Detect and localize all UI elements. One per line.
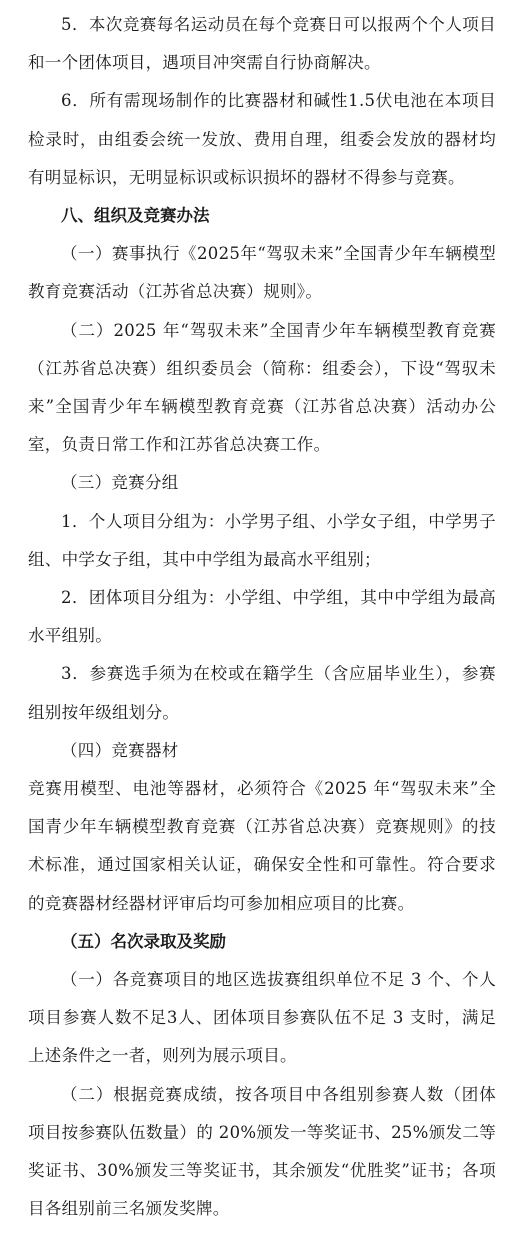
rule-6-paragraph: 6．所有需现场制作的比赛器材和碱性1.5伏电池在本项目检录时，由组委会统一发放、费用自理，组委会发放的器材均有明显标识，无明显标识或标识损坏的器材不得参与竞赛。 <box>28 91 496 187</box>
groups-item-2: 2．团体项目分组为：小学组、中学组，其中中学组为最高水平组别。 <box>28 588 496 646</box>
ranking-awards-heading: （五）名次录取及奖励 <box>61 931 226 951</box>
competition-groups-title: （三）竞赛分组 <box>61 473 179 493</box>
section-8-item-1: （一）赛事执行《2025年“驾驭未来”全国青少年车辆模型教育竞赛活动（江苏省总决赛）规则》。 <box>28 244 496 302</box>
groups-item-3: 3．参赛选手须为在校或在籍学生（含应届毕业生），参赛组别按年级组划分。 <box>28 664 496 722</box>
rule-5-paragraph: 5．本次竞赛每名运动员在每个竞赛日可以报两个个人项目和一个团体项目，遇项目冲突需自行协商解决。 <box>28 15 496 73</box>
awards-item-2: （二）根据竞赛成绩，按各项目中各组别参赛人数（团体项目按参赛队伍数量）的 20%颁发一等奖证书、25%颁发二等奖证书、30%颁发三等奖证书，其余颁发“优胜奖”证书；各项目各组别前三名颁发奖牌。 <box>28 1084 496 1219</box>
groups-item-1: 1．个人项目分组为：小学男子组、小学女子组，中学男子组、中学女子组，其中中学组为最高水平组别； <box>28 511 496 569</box>
equipment-paragraph: 竞赛用模型、电池等器材，必须符合《2025 年“驾驭未来”全国青少年车辆模型教育竞赛（江苏省总决赛）竞赛规则》的技术标准，通过国家相关认证，确保安全性和可靠性。符合要求的竞赛器材经器材评审后均可参加相应项目的比赛。 <box>28 779 496 913</box>
equipment-title: （四）竞赛器材 <box>61 740 179 760</box>
awards-item-1: （一）各竞赛项目的地区选拔赛组织单位不足 3 个、个人项目参赛人数不足3人、团体项目参赛队伍不足 3 支时，满足上述条件之一者，则列为展示项目。 <box>28 970 496 1066</box>
section-8-heading: 八、组织及竞赛办法 <box>61 206 210 226</box>
section-8-item-2: （二）2025 年“驾驭未来”全国青少年车辆模型教育竞赛（江苏省总决赛）组织委员会（简称：组委会），下设“驾驭未来”全国青少年车辆模型教育竞赛（江苏省总决赛）活动办公室，负责日常工作和江苏省总决赛工作。 <box>28 320 496 455</box>
